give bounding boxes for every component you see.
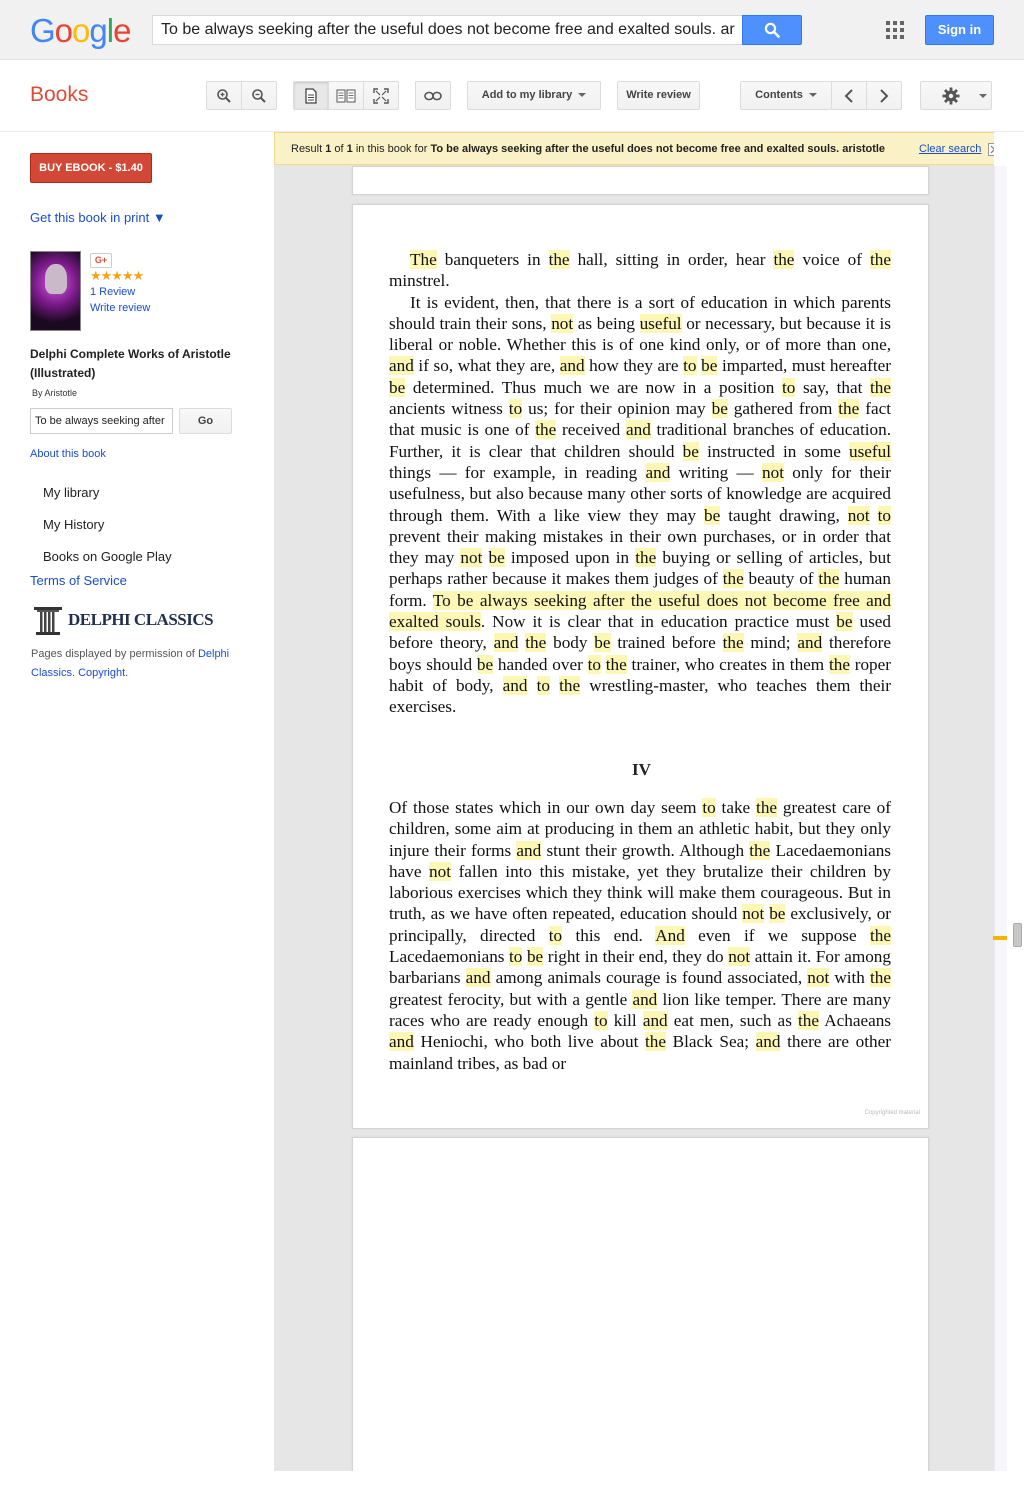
fullscreen-icon xyxy=(373,88,389,104)
go-button[interactable]: Go xyxy=(179,408,232,434)
aristotle-bust-image xyxy=(45,264,67,294)
chapter-heading: IV xyxy=(632,760,651,779)
close-icon[interactable] xyxy=(988,143,994,156)
result-summary xyxy=(291,143,885,155)
copyright-link[interactable]: Copyright xyxy=(78,667,126,679)
review-count-link[interactable]: 1 Review xyxy=(90,286,136,298)
two-page-view-button[interactable] xyxy=(328,81,364,110)
permission-prefix: Pages displayed by permission of xyxy=(31,648,198,660)
buy-ebook-button[interactable]: BUY EBOOK - $1.40 xyxy=(30,153,152,183)
two-page-icon xyxy=(336,89,356,103)
chevron-down-icon xyxy=(979,94,987,98)
close-x-glyph xyxy=(989,144,994,155)
search-hit-marker[interactable] xyxy=(993,936,1007,940)
column-icon xyxy=(33,606,63,636)
book-cover[interactable] xyxy=(30,251,81,331)
result-total: 1 xyxy=(346,143,353,155)
contents-button[interactable] xyxy=(740,81,832,110)
permission-notice xyxy=(31,645,246,683)
search-input[interactable] xyxy=(152,15,743,45)
result-query: To be always seeking after the useful does not become free and exalted souls. aristotle xyxy=(430,143,886,155)
about-this-book-link[interactable]: About this book xyxy=(30,448,106,460)
book-paragraph: The banqueters in the hall, sitting in order, hear the voice of the minstrel. xyxy=(389,250,891,291)
next-page-button[interactable] xyxy=(866,81,902,110)
top-bar xyxy=(0,0,1024,60)
link-icon xyxy=(424,91,442,101)
book-viewer[interactable] xyxy=(274,132,994,1471)
search-result-bar xyxy=(274,132,994,165)
zoom-out-icon xyxy=(251,88,267,104)
gear-icon xyxy=(942,87,960,105)
link-button[interactable] xyxy=(415,81,451,110)
book-text-section-1 xyxy=(389,249,891,718)
chevron-down-icon xyxy=(578,93,586,97)
search-button[interactable] xyxy=(742,15,802,45)
search-icon xyxy=(764,22,780,38)
chevron-right-icon xyxy=(879,89,889,103)
delphi-classics-link[interactable]: Delphi Classics xyxy=(31,648,230,679)
zoom-out-button[interactable] xyxy=(241,81,277,110)
zoom-in-icon xyxy=(216,88,232,104)
write-review-button[interactable]: Write review xyxy=(617,81,700,110)
result-of: of xyxy=(331,143,347,155)
books-title[interactable]: Books xyxy=(30,83,89,106)
fullscreen-button[interactable] xyxy=(363,81,399,110)
google-logo[interactable]: Google xyxy=(30,12,131,49)
book-title: Delphi Complete Works of Aristotle (Illustrated) xyxy=(30,347,231,380)
clear-search-link[interactable]: Clear search xyxy=(919,143,982,155)
terms-of-service-link[interactable]: Terms of Service xyxy=(30,573,127,588)
single-page-icon xyxy=(304,88,318,104)
result-index: 1 xyxy=(325,143,332,155)
permission-suffix: . xyxy=(125,667,129,679)
chevron-down-icon xyxy=(809,93,817,97)
contents-label: Contents xyxy=(755,89,803,101)
result-middle: in this book for xyxy=(352,143,431,155)
scrollbar-thumb[interactable] xyxy=(1013,923,1022,947)
book-paragraph: It is evident, then, that there is a sort of education in which parents should train their sons, not as being useful or necessary, but because it is liberal or noble. Whether this is of one kind only, or of more than one, and if so, what they are, and how they are to be imparted, must hereafter be determined. Thus much we are now in a position to say, that the ancients witness to us; for their opinion may be gathered from the fact that music is one of the received and traditional branches of education. Further, it is clear that children should be instructed in some useful things — for example, in reading and writing — not only for their usefulness, but also because many other sorts of knowledge are acquired through them. With a like view they may be taught drawing, not to prevent their making mistakes in their own purchases, or in order that they may not be imposed upon in the buying or selling of articles, but perhaps rather because it makes them judges of the beauty of the human form. To be always seeking after the useful does not become free and exalted souls. Now it is clear that in education practice must be used before theory, and the body be trained before the mind; and therefore boys should be handed over to the trainer, who creates in them the roper habit of body, and to the wrestling-master, who teaches them their exercises. xyxy=(389,292,892,717)
previous-book-page[interactable] xyxy=(352,166,929,195)
books-toolbar xyxy=(0,60,1024,132)
single-page-view-button[interactable] xyxy=(293,81,329,110)
settings-button[interactable] xyxy=(920,81,992,110)
permission-separator: . xyxy=(71,667,79,679)
my-library-link[interactable]: My library xyxy=(43,485,100,500)
copyright-watermark: Copyrighted material xyxy=(864,1110,920,1116)
book-author: By Aristotle xyxy=(32,388,78,398)
publisher-name: DELPHI CLASSICS xyxy=(68,610,214,629)
previous-page-button[interactable] xyxy=(831,81,867,110)
sign-in-button[interactable]: Sign in xyxy=(925,15,994,45)
get-book-in-print-link[interactable]: Get this book in print ▼ xyxy=(30,210,166,225)
my-history-link[interactable]: My History xyxy=(43,517,105,532)
google-plus-button[interactable]: G+ xyxy=(90,253,112,268)
chevron-left-icon xyxy=(844,89,854,103)
viewer-scrollbar[interactable] xyxy=(994,166,1007,1471)
rating-stars: ★★★★★ xyxy=(90,268,144,283)
add-to-library-button[interactable] xyxy=(467,81,601,110)
page-footer xyxy=(0,1471,1024,1500)
next-book-page[interactable] xyxy=(352,1137,929,1471)
add-to-library-label: Add to my library xyxy=(481,89,573,101)
book-paragraph: Of those states which in our own day seem to take the greatest care of children, some aim at producing in them an athletic habit, but they only injure their forms and stunt their growth. Although the Lacedaemonians have not fallen into this mistake, yet they brutalize their children by laborious exercises which they think will make them courageous. But in truth, as we have often repeated, education should not be exclusively, or principally, directed to this end. And even if we suppose the Lacedaemonians to be right in their end, they do not attain it. For among barbarians and among animals courage is found associated, not with the greatest ferocity, but with a gentle and lion like temper. There are many races who are ready enough to kill and eat men, such as the Achaeans and Heniochi, who both live about the Black Sea; and there are other mainland tribes, as bad or xyxy=(389,798,892,1073)
zoom-in-button[interactable] xyxy=(206,81,242,110)
book-sidebar xyxy=(0,132,274,1500)
books-on-google-play-link[interactable]: Books on Google Play xyxy=(43,549,172,564)
delphi-classics-logo[interactable] xyxy=(33,604,218,638)
current-book-page[interactable] xyxy=(352,204,929,1129)
search-in-book-input[interactable] xyxy=(30,408,173,434)
apps-grid-icon[interactable] xyxy=(886,21,904,39)
result-prefix: Result xyxy=(291,143,326,155)
book-text-section-2 xyxy=(389,797,891,1074)
write-review-link[interactable]: Write review xyxy=(90,302,151,314)
